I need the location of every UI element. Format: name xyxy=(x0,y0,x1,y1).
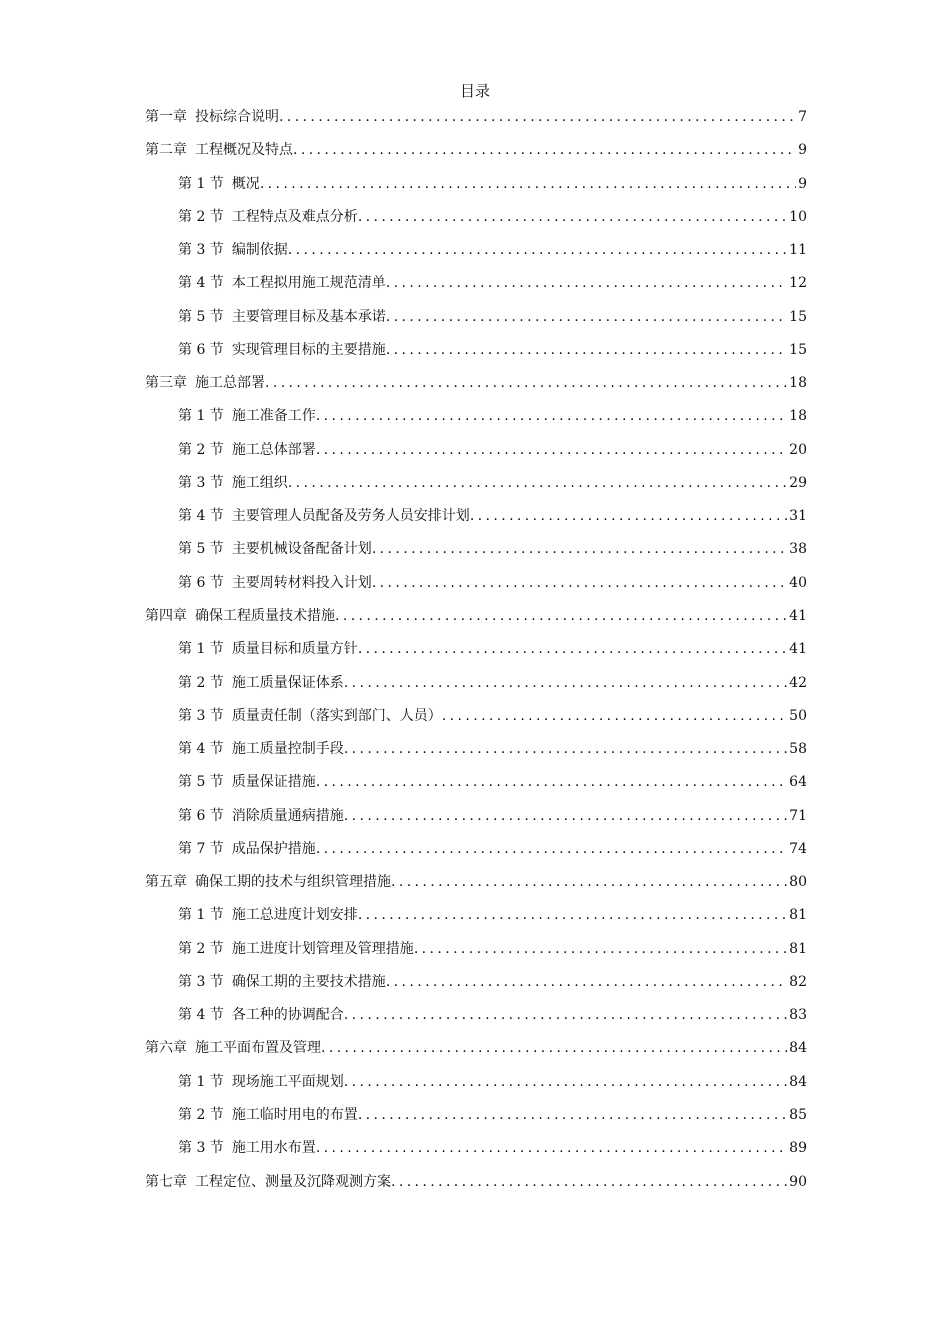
toc-entry-page-number: 29 xyxy=(789,474,807,491)
toc-dot-leader xyxy=(470,500,787,533)
toc-entry-title: 施工总体部署 xyxy=(231,441,316,458)
toc-section-entry[interactable] xyxy=(145,267,807,300)
toc-dot-leader xyxy=(335,600,787,633)
toc-entry-page-number: 71 xyxy=(789,807,807,824)
toc-dot-leader xyxy=(288,234,787,267)
toc-entry-number: 第 1 节 xyxy=(178,1073,224,1090)
toc-entry-title: 施工质量控制手段 xyxy=(231,741,344,758)
toc-entry-title: 施工组织 xyxy=(231,474,288,491)
toc-chapter-entry[interactable] xyxy=(145,367,807,400)
toc-entry-number: 第 2 节 xyxy=(178,674,224,691)
toc-entry-title: 施工总进度计划安排 xyxy=(231,907,358,924)
toc-entry-number: 第 6 节 xyxy=(178,341,224,358)
toc-dot-leader xyxy=(316,400,787,433)
toc-entry-number: 第 6 节 xyxy=(178,807,224,824)
toc-entry-page-number: 84 xyxy=(789,1073,807,1090)
toc-entry-number: 第四章 xyxy=(145,607,187,624)
toc-entry-number: 第 6 节 xyxy=(178,574,224,591)
toc-entry-number: 第 4 节 xyxy=(178,1007,224,1024)
toc-dot-leader xyxy=(316,766,787,799)
toc-entry-page-number: 18 xyxy=(789,375,807,392)
toc-chapter-entry[interactable] xyxy=(145,1032,807,1065)
toc-dot-leader xyxy=(372,567,787,600)
toc-entry-page-number: 64 xyxy=(789,774,807,791)
toc-entry-page-number: 42 xyxy=(789,674,807,691)
toc-entry-number: 第 7 节 xyxy=(178,840,224,857)
toc-entry-title: 工程概况及特点 xyxy=(195,142,293,159)
toc-dot-leader xyxy=(358,899,787,932)
toc-chapter-entry[interactable] xyxy=(145,600,807,633)
toc-entry-number: 第 2 节 xyxy=(178,1106,224,1123)
toc-entry-page-number: 11 xyxy=(789,242,807,259)
toc-dot-leader xyxy=(391,866,787,899)
toc-entry-number: 第 3 节 xyxy=(178,1140,224,1157)
toc-entry-number: 第 4 节 xyxy=(178,508,224,525)
toc-entry-page-number: 74 xyxy=(789,840,807,857)
toc-entry-number: 第五章 xyxy=(145,874,187,891)
toc-chapter-entry[interactable] xyxy=(145,101,807,134)
toc-entry-number: 第 1 节 xyxy=(178,175,224,192)
toc-entry-number: 第 1 节 xyxy=(178,641,224,658)
toc-entry-number: 第 5 节 xyxy=(178,308,224,325)
toc-dot-leader xyxy=(293,134,796,167)
toc-section-entry[interactable] xyxy=(145,234,807,267)
toc-dot-leader xyxy=(386,334,787,367)
toc-entry-number: 第二章 xyxy=(145,142,187,159)
toc-dot-leader xyxy=(358,201,787,234)
toc-entry-page-number: 50 xyxy=(789,707,807,724)
toc-entry-page-number: 41 xyxy=(789,607,807,624)
toc-section-entry[interactable] xyxy=(145,334,807,367)
toc-entry-title: 工程特点及难点分析 xyxy=(231,208,358,225)
toc-dot-leader xyxy=(344,1066,787,1099)
toc-dot-leader xyxy=(344,999,787,1032)
toc-entry-page-number: 38 xyxy=(789,541,807,558)
toc-entry-page-number: 40 xyxy=(789,574,807,591)
toc-entry-title: 确保工期的主要技术措施 xyxy=(231,973,386,990)
toc-entry-page-number: 18 xyxy=(789,408,807,425)
toc-dot-leader xyxy=(344,667,787,700)
toc-dot-leader xyxy=(386,267,787,300)
toc-section-entry[interactable] xyxy=(145,733,807,766)
toc-dot-leader xyxy=(260,168,796,201)
toc-entry-number: 第三章 xyxy=(145,375,187,392)
toc-entry-title: 施工准备工作 xyxy=(231,408,316,425)
toc-entry-number: 第 3 节 xyxy=(178,242,224,259)
toc-section-entry[interactable] xyxy=(145,633,807,666)
toc-section-entry[interactable] xyxy=(145,201,807,234)
toc-dot-leader xyxy=(316,1132,787,1165)
toc-entry-page-number: 15 xyxy=(789,308,807,325)
toc-section-entry[interactable] xyxy=(145,400,807,433)
toc-entry-number: 第 5 节 xyxy=(178,541,224,558)
toc-section-entry[interactable] xyxy=(145,966,807,999)
toc-section-entry[interactable] xyxy=(145,1066,807,1099)
toc-entry-page-number: 12 xyxy=(789,275,807,292)
toc-dot-leader xyxy=(316,833,787,866)
toc-entry-title: 投标综合说明 xyxy=(195,109,279,125)
toc-section-entry[interactable] xyxy=(145,467,807,500)
toc-entry-title: 概况 xyxy=(231,175,260,192)
toc-section-entry[interactable] xyxy=(145,766,807,799)
toc-section-entry[interactable] xyxy=(145,301,807,334)
toc-entry-page-number: 85 xyxy=(789,1106,807,1123)
toc-entry-page-number: 83 xyxy=(789,1007,807,1024)
toc-entry-number: 第 1 节 xyxy=(178,408,224,425)
toc-entry-number: 第 3 节 xyxy=(178,474,224,491)
toc-dot-leader xyxy=(391,1166,787,1199)
toc-entry-title: 工程定位、测量及沉降观测方案 xyxy=(195,1173,391,1190)
toc-section-entry[interactable] xyxy=(145,1132,807,1165)
toc-entry-title: 施工临时用电的布置 xyxy=(231,1106,358,1123)
toc-entry-title: 施工总部署 xyxy=(195,375,265,392)
toc-entry-title: 各工种的协调配合 xyxy=(231,1007,344,1024)
toc-dot-leader xyxy=(288,467,787,500)
toc-entry-page-number: 10 xyxy=(789,208,807,225)
toc-section-entry[interactable] xyxy=(145,899,807,932)
toc-entry-title: 成品保护措施 xyxy=(231,840,316,857)
toc-entry-title: 消除质量通病措施 xyxy=(231,807,344,824)
toc-dot-leader xyxy=(344,800,787,833)
toc-entry-title: 质量责任制（落实到部门、人员） xyxy=(231,707,442,724)
toc-dot-leader xyxy=(414,933,787,966)
toc-entry-page-number: 80 xyxy=(789,874,807,891)
toc-dot-leader xyxy=(265,367,787,400)
toc-section-entry[interactable] xyxy=(145,1099,807,1132)
toc-entry-number: 第 5 节 xyxy=(178,774,224,791)
toc-entry-page-number: 84 xyxy=(789,1040,807,1057)
toc-section-entry[interactable] xyxy=(145,999,807,1032)
toc-section-entry[interactable] xyxy=(145,800,807,833)
toc-entry-number: 第 4 节 xyxy=(178,275,224,292)
toc-section-entry[interactable] xyxy=(145,533,807,566)
toc-entry-page-number: 31 xyxy=(789,508,807,525)
toc-entry-page-number: 9 xyxy=(798,142,807,159)
toc-entry-page-number: 58 xyxy=(789,741,807,758)
toc-dot-leader xyxy=(442,700,787,733)
toc-entry-title: 编制依据 xyxy=(231,242,288,259)
toc-entry-title: 确保工程质量技术措施 xyxy=(195,607,335,624)
toc-section-entry[interactable] xyxy=(145,434,807,467)
toc-entry-page-number: 41 xyxy=(789,641,807,658)
toc-entry-number: 第 3 节 xyxy=(178,973,224,990)
toc-entry-title: 质量保证措施 xyxy=(231,774,316,791)
toc-title: 目录 xyxy=(459,82,490,100)
toc-entry-title: 现场施工平面规划 xyxy=(231,1073,344,1090)
toc-entry-page-number: 15 xyxy=(789,341,807,358)
toc-entry-page-number: 82 xyxy=(789,973,807,990)
toc-section-entry[interactable] xyxy=(145,567,807,600)
toc-dot-leader xyxy=(321,1032,787,1065)
toc-entry-page-number: 9 xyxy=(798,175,807,192)
toc-entry-title: 本工程拟用施工规范清单 xyxy=(231,275,386,292)
toc-entry-number: 第 1 节 xyxy=(178,907,224,924)
toc-chapter-entry[interactable] xyxy=(145,866,807,899)
toc-dot-leader xyxy=(316,434,787,467)
toc-section-entry[interactable] xyxy=(145,168,807,201)
toc-entry-title: 施工质量保证体系 xyxy=(231,674,344,691)
toc-entry-title: 施工平面布置及管理 xyxy=(195,1040,321,1057)
toc-entry-number: 第七章 xyxy=(145,1173,187,1190)
toc-entry-number: 第 2 节 xyxy=(178,208,224,225)
toc-section-entry[interactable] xyxy=(145,700,807,733)
toc-entry-page-number: 81 xyxy=(789,907,807,924)
toc-entry-title: 施工进度计划管理及管理措施 xyxy=(231,940,414,957)
toc-entry-title: 质量目标和质量方针 xyxy=(231,641,358,658)
toc-entry-page-number: 20 xyxy=(789,441,807,458)
toc-dot-leader xyxy=(386,301,787,334)
toc-entry-number: 第 3 节 xyxy=(178,707,224,724)
toc-entry-title: 主要管理目标及基本承诺 xyxy=(231,308,386,325)
toc-entry-title: 主要周转材料投入计划 xyxy=(231,574,372,591)
toc-entry-page-number: 89 xyxy=(789,1140,807,1157)
toc-entry-title: 实现管理目标的主要措施 xyxy=(231,341,386,358)
toc-entry-title: 确保工期的技术与组织管理措施 xyxy=(195,874,391,891)
toc-entry-title: 主要机械设备配备计划 xyxy=(231,541,372,558)
toc-entry-number: 第六章 xyxy=(145,1040,187,1057)
toc-entry-page-number: 81 xyxy=(789,940,807,957)
toc-entry-number: 第一章 xyxy=(145,109,187,125)
toc-entry-number: 第 4 节 xyxy=(178,741,224,758)
toc-dot-leader xyxy=(372,533,787,566)
toc-entry-number: 第 2 节 xyxy=(178,940,224,957)
toc-section-entry[interactable] xyxy=(145,500,807,533)
toc-dot-leader xyxy=(279,101,796,134)
toc-section-entry[interactable] xyxy=(145,833,807,866)
toc-section-entry[interactable] xyxy=(145,667,807,700)
toc-entry-page-number: 7 xyxy=(798,109,807,125)
toc-section-entry[interactable] xyxy=(145,933,807,966)
toc-entry-title: 主要管理人员配备及劳务人员安排计划 xyxy=(231,508,470,525)
toc-entry-number: 第 2 节 xyxy=(178,441,224,458)
toc-entry-title: 施工用水布置 xyxy=(231,1140,316,1157)
toc-dot-leader xyxy=(344,733,787,766)
toc-dot-leader xyxy=(386,966,787,999)
toc-chapter-entry[interactable] xyxy=(145,134,807,167)
toc-list xyxy=(145,101,807,1199)
toc-chapter-entry[interactable] xyxy=(145,1166,807,1199)
toc-dot-leader xyxy=(358,633,787,666)
toc-entry-page-number: 90 xyxy=(789,1173,807,1190)
toc-dot-leader xyxy=(358,1099,787,1132)
